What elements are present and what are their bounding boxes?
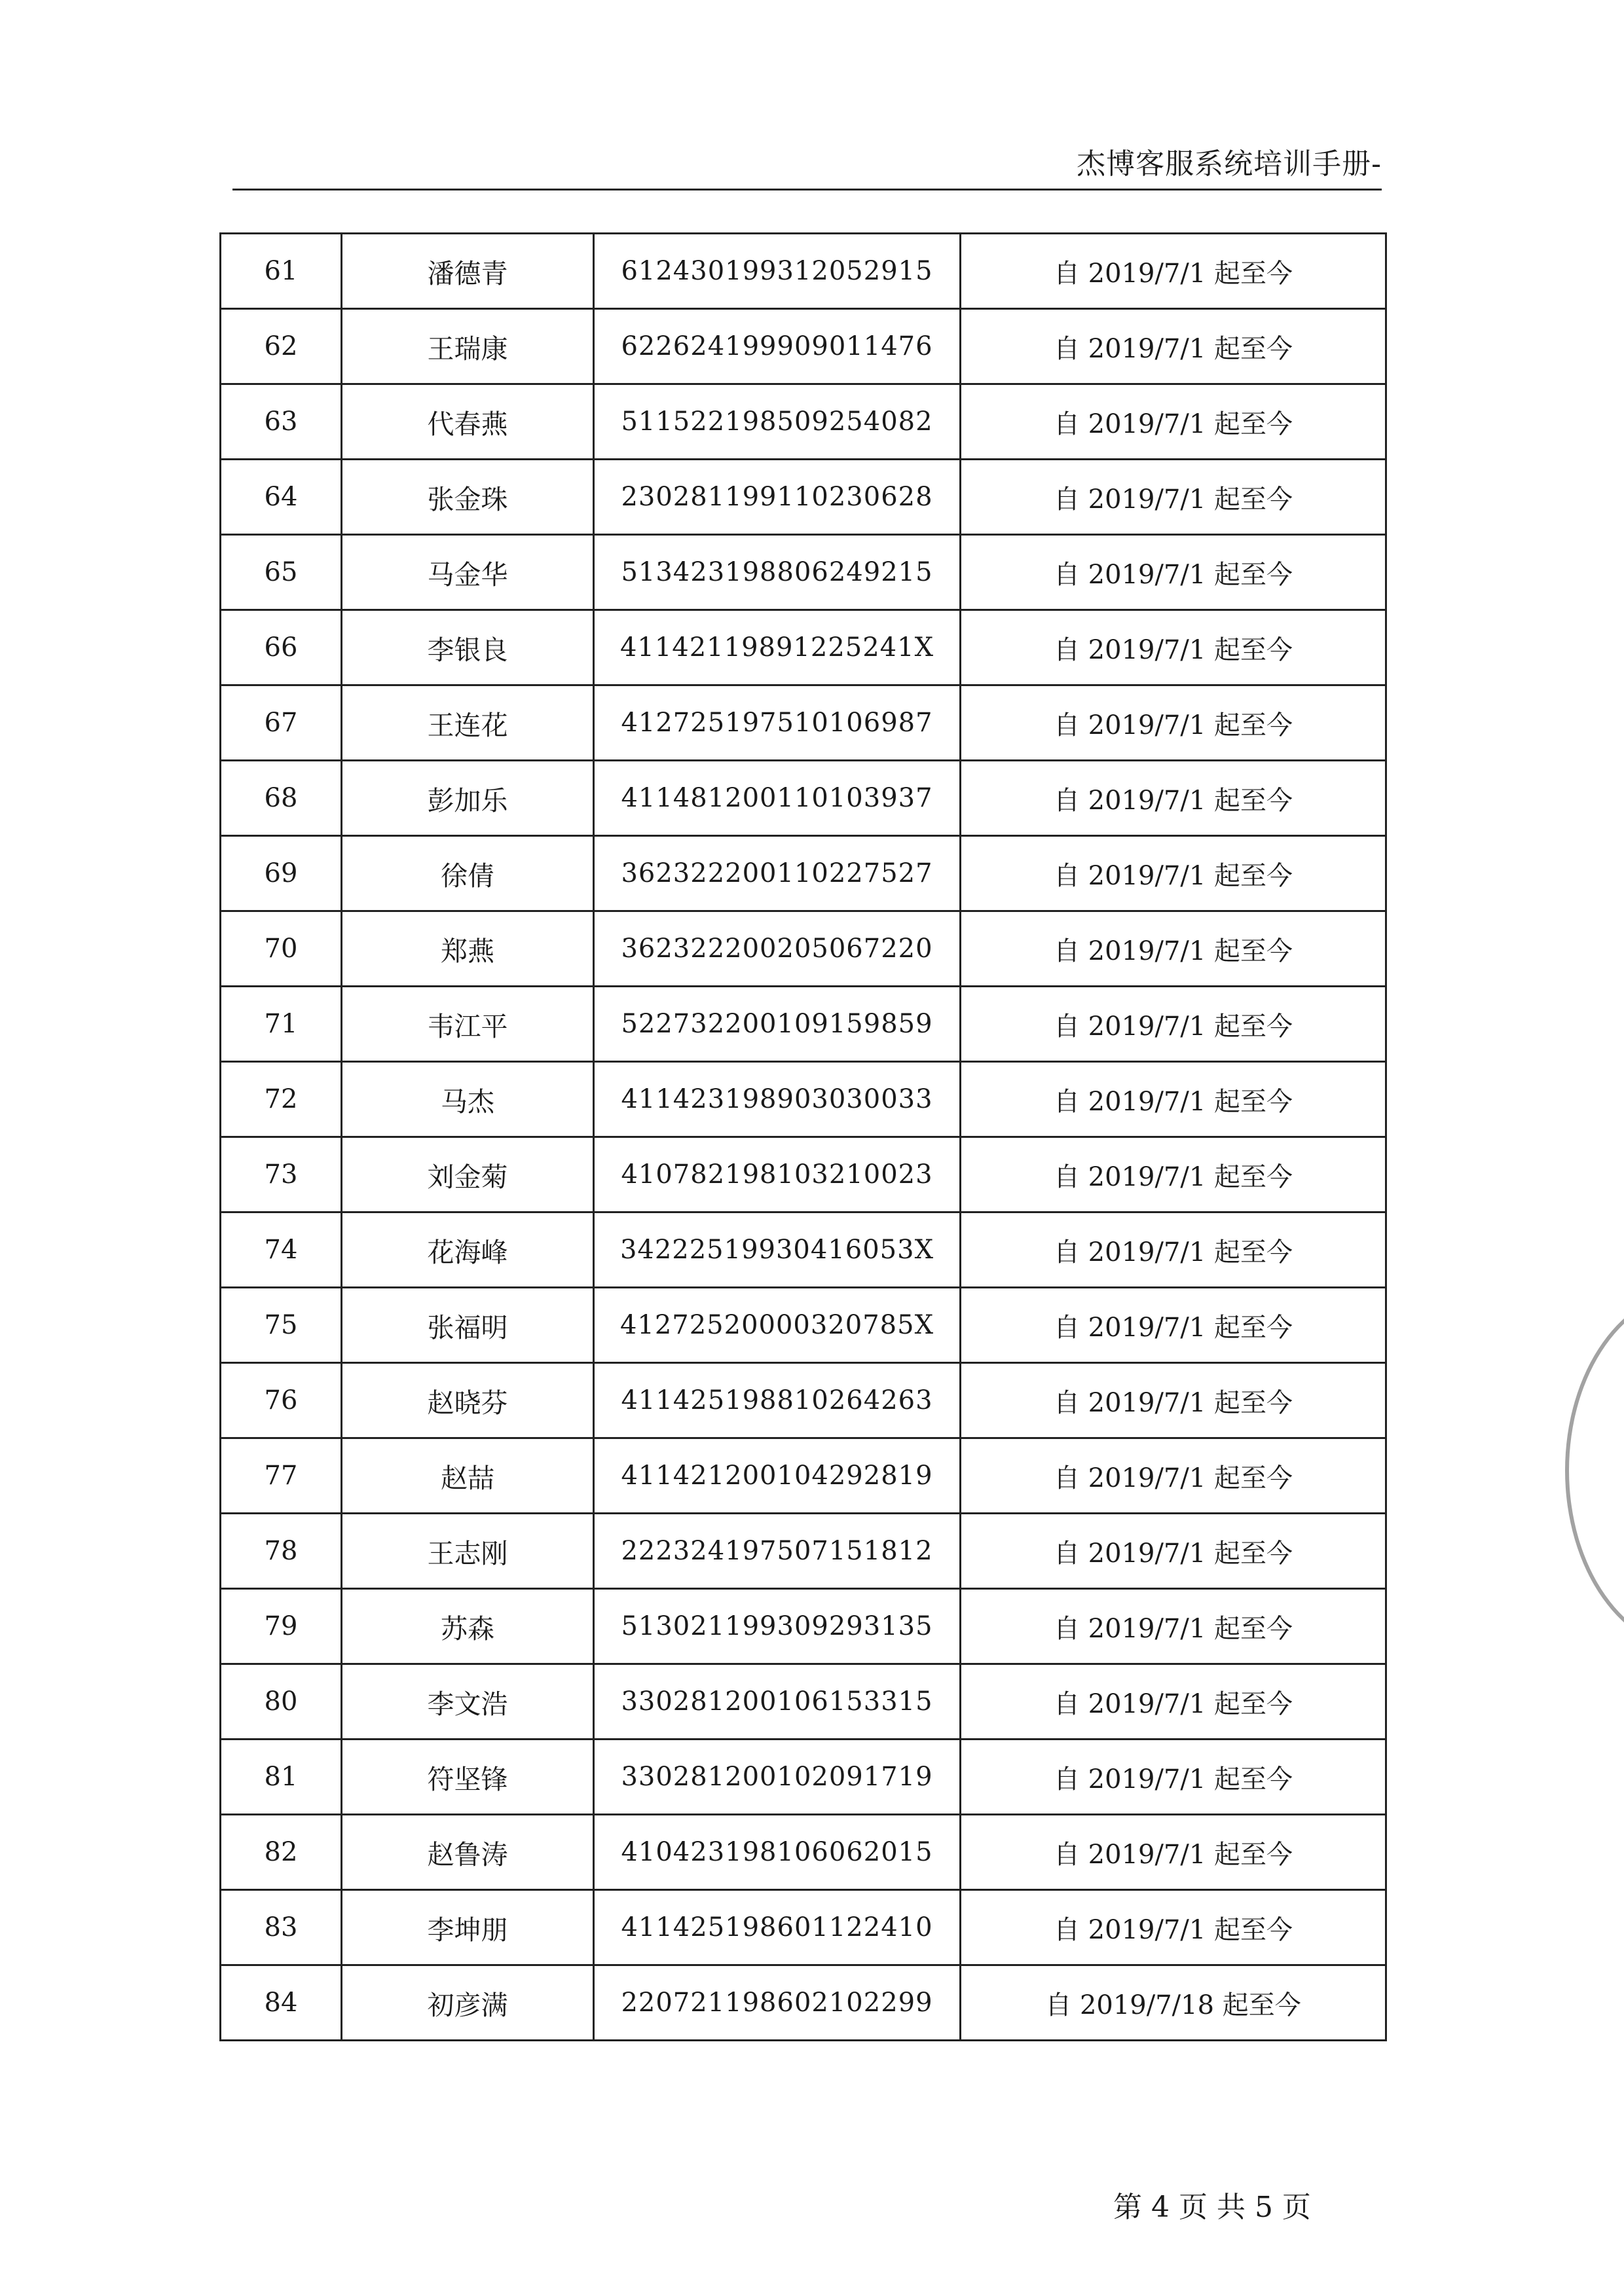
id-number-cell: 612430199312052915 <box>594 234 961 309</box>
employment-period-cell: 自 2019/7/1 起至今 <box>961 1815 1386 1890</box>
table-row <box>221 1288 1386 1363</box>
employee-name-cell: 张福明 <box>342 1288 594 1363</box>
employee-name-cell: 赵晓芬 <box>342 1363 594 1438</box>
employment-period-cell: 自 2019/7/1 起至今 <box>961 761 1386 836</box>
employee-name-cell: 韦江平 <box>342 987 594 1062</box>
employee-name-cell: 李文浩 <box>342 1664 594 1740</box>
table-row <box>221 1514 1386 1589</box>
table-row <box>221 1664 1386 1740</box>
row-number-cell: 76 <box>221 1363 342 1438</box>
table-row <box>221 1589 1386 1664</box>
employment-period-cell: 自 2019/7/1 起至今 <box>961 987 1386 1062</box>
table-row <box>221 761 1386 836</box>
employment-period-cell: 自 2019/7/1 起至今 <box>961 1438 1386 1514</box>
row-number-cell: 81 <box>221 1740 342 1815</box>
employee-name-cell: 李银良 <box>342 610 594 685</box>
employment-period-cell: 自 2019/7/1 起至今 <box>961 1288 1386 1363</box>
employment-period-cell: 自 2019/7/1 起至今 <box>961 1890 1386 1965</box>
row-number-cell: 74 <box>221 1212 342 1288</box>
id-number-cell: 513423198806249215 <box>594 535 961 610</box>
employment-period-cell: 自 2019/7/1 起至今 <box>961 234 1386 309</box>
row-number-cell: 65 <box>221 535 342 610</box>
roster-table-body <box>221 234 1386 2041</box>
employee-name-cell: 王志刚 <box>342 1514 594 1589</box>
table-row <box>221 911 1386 987</box>
table-row <box>221 384 1386 460</box>
employment-period-cell: 自 2019/7/1 起至今 <box>961 1137 1386 1212</box>
id-number-cell: 34222519930416053X <box>594 1212 961 1288</box>
employee-name-cell: 郑燕 <box>342 911 594 987</box>
row-number-cell: 69 <box>221 836 342 911</box>
page-footer <box>1113 2183 1311 2225</box>
table-row <box>221 1965 1386 2041</box>
table-row <box>221 1815 1386 1890</box>
id-number-cell: 411425198601122410 <box>594 1890 961 1965</box>
row-number-cell: 80 <box>221 1664 342 1740</box>
employment-period-cell: 自 2019/7/1 起至今 <box>961 610 1386 685</box>
id-number-cell: 411421200104292819 <box>594 1438 961 1514</box>
row-number-cell: 71 <box>221 987 342 1062</box>
employee-name-cell: 花海峰 <box>342 1212 594 1288</box>
employee-name-cell: 苏森 <box>342 1589 594 1664</box>
employee-name-cell: 代春燕 <box>342 384 594 460</box>
roster-table <box>219 232 1387 2041</box>
employment-period-cell: 自 2019/7/1 起至今 <box>961 1514 1386 1589</box>
header-title: 杰博客服系统培训手册- <box>1077 147 1382 181</box>
id-number-cell: 411423198903030033 <box>594 1062 961 1137</box>
table-row <box>221 987 1386 1062</box>
row-number-cell: 67 <box>221 685 342 761</box>
page-number-label: 第 4 页 共 5 页 <box>1113 2191 1311 2224</box>
id-number-cell: 511522198509254082 <box>594 384 961 460</box>
employment-period-cell: 自 2019/7/1 起至今 <box>961 1062 1386 1137</box>
employment-period-cell: 自 2019/7/1 起至今 <box>961 1212 1386 1288</box>
employee-name-cell: 赵鲁涛 <box>342 1815 594 1890</box>
id-number-cell: 362322200110227527 <box>594 836 961 911</box>
employment-period-cell: 自 2019/7/1 起至今 <box>961 685 1386 761</box>
table-row <box>221 1890 1386 1965</box>
table-row <box>221 685 1386 761</box>
id-number-cell: 410423198106062015 <box>594 1815 961 1890</box>
employee-name-cell: 符坚锋 <box>342 1740 594 1815</box>
employment-period-cell: 自 2019/7/18 起至今 <box>961 1965 1386 2041</box>
employment-period-cell: 自 2019/7/1 起至今 <box>961 309 1386 384</box>
employee-name-cell: 张金珠 <box>342 460 594 535</box>
id-number-cell: 362322200205067220 <box>594 911 961 987</box>
employment-period-cell: 自 2019/7/1 起至今 <box>961 1740 1386 1815</box>
row-number-cell: 75 <box>221 1288 342 1363</box>
row-number-cell: 61 <box>221 234 342 309</box>
employee-name-cell: 彭加乐 <box>342 761 594 836</box>
row-number-cell: 83 <box>221 1890 342 1965</box>
employee-name-cell: 王瑞康 <box>342 309 594 384</box>
row-number-cell: 70 <box>221 911 342 987</box>
table-row <box>221 836 1386 911</box>
row-number-cell: 77 <box>221 1438 342 1514</box>
employee-name-cell: 初彦满 <box>342 1965 594 2041</box>
table-row <box>221 460 1386 535</box>
table-row <box>221 535 1386 610</box>
id-number-cell: 41142119891225241X <box>594 610 961 685</box>
table-row <box>221 1137 1386 1212</box>
row-number-cell: 84 <box>221 1965 342 2041</box>
id-number-cell: 330281200106153315 <box>594 1664 961 1740</box>
seal-ring <box>1565 1290 1624 1643</box>
row-number-cell: 66 <box>221 610 342 685</box>
id-number-cell: 41272520000320785X <box>594 1288 961 1363</box>
row-number-cell: 82 <box>221 1815 342 1890</box>
row-number-cell: 78 <box>221 1514 342 1589</box>
row-number-cell: 62 <box>221 309 342 384</box>
employee-name-cell: 马杰 <box>342 1062 594 1137</box>
table-row <box>221 1212 1386 1288</box>
employment-period-cell: 自 2019/7/1 起至今 <box>961 384 1386 460</box>
row-number-cell: 64 <box>221 460 342 535</box>
employment-period-cell: 自 2019/7/1 起至今 <box>961 1589 1386 1664</box>
employment-period-cell: 自 2019/7/1 起至今 <box>961 836 1386 911</box>
employment-period-cell: 自 2019/7/1 起至今 <box>961 535 1386 610</box>
id-number-cell: 513021199309293135 <box>594 1589 961 1664</box>
id-number-cell: 622624199909011476 <box>594 309 961 384</box>
row-number-cell: 79 <box>221 1589 342 1664</box>
table-row <box>221 1740 1386 1815</box>
row-number-cell: 68 <box>221 761 342 836</box>
id-number-cell: 220721198602102299 <box>594 1965 961 2041</box>
row-number-cell: 73 <box>221 1137 342 1212</box>
id-number-cell: 411481200110103937 <box>594 761 961 836</box>
employment-period-cell: 自 2019/7/1 起至今 <box>961 1363 1386 1438</box>
table-row <box>221 309 1386 384</box>
id-number-cell: 222324197507151812 <box>594 1514 961 1589</box>
employee-name-cell: 徐倩 <box>342 836 594 911</box>
row-number-cell: 72 <box>221 1062 342 1137</box>
employment-period-cell: 自 2019/7/1 起至今 <box>961 460 1386 535</box>
employee-name-cell: 李坤朋 <box>342 1890 594 1965</box>
id-number-cell: 330281200102091719 <box>594 1740 961 1815</box>
employment-period-cell: 自 2019/7/1 起至今 <box>961 1664 1386 1740</box>
id-number-cell: 412725197510106987 <box>594 685 961 761</box>
id-number-cell: 230281199110230628 <box>594 460 961 535</box>
table-row <box>221 1062 1386 1137</box>
table-row <box>221 1363 1386 1438</box>
employee-name-cell: 马金华 <box>342 535 594 610</box>
id-number-cell: 522732200109159859 <box>594 987 961 1062</box>
seal-stamp-fragment <box>1552 1290 1624 1643</box>
employee-name-cell: 潘德青 <box>342 234 594 309</box>
page-header <box>232 143 1382 191</box>
table-row <box>221 1438 1386 1514</box>
id-number-cell: 411425198810264263 <box>594 1363 961 1438</box>
table-row <box>221 234 1386 309</box>
id-number-cell: 410782198103210023 <box>594 1137 961 1212</box>
employee-name-cell: 刘金菊 <box>342 1137 594 1212</box>
row-number-cell: 63 <box>221 384 342 460</box>
table-row <box>221 610 1386 685</box>
employee-name-cell: 赵喆 <box>342 1438 594 1514</box>
employment-period-cell: 自 2019/7/1 起至今 <box>961 911 1386 987</box>
employee-name-cell: 王连花 <box>342 685 594 761</box>
